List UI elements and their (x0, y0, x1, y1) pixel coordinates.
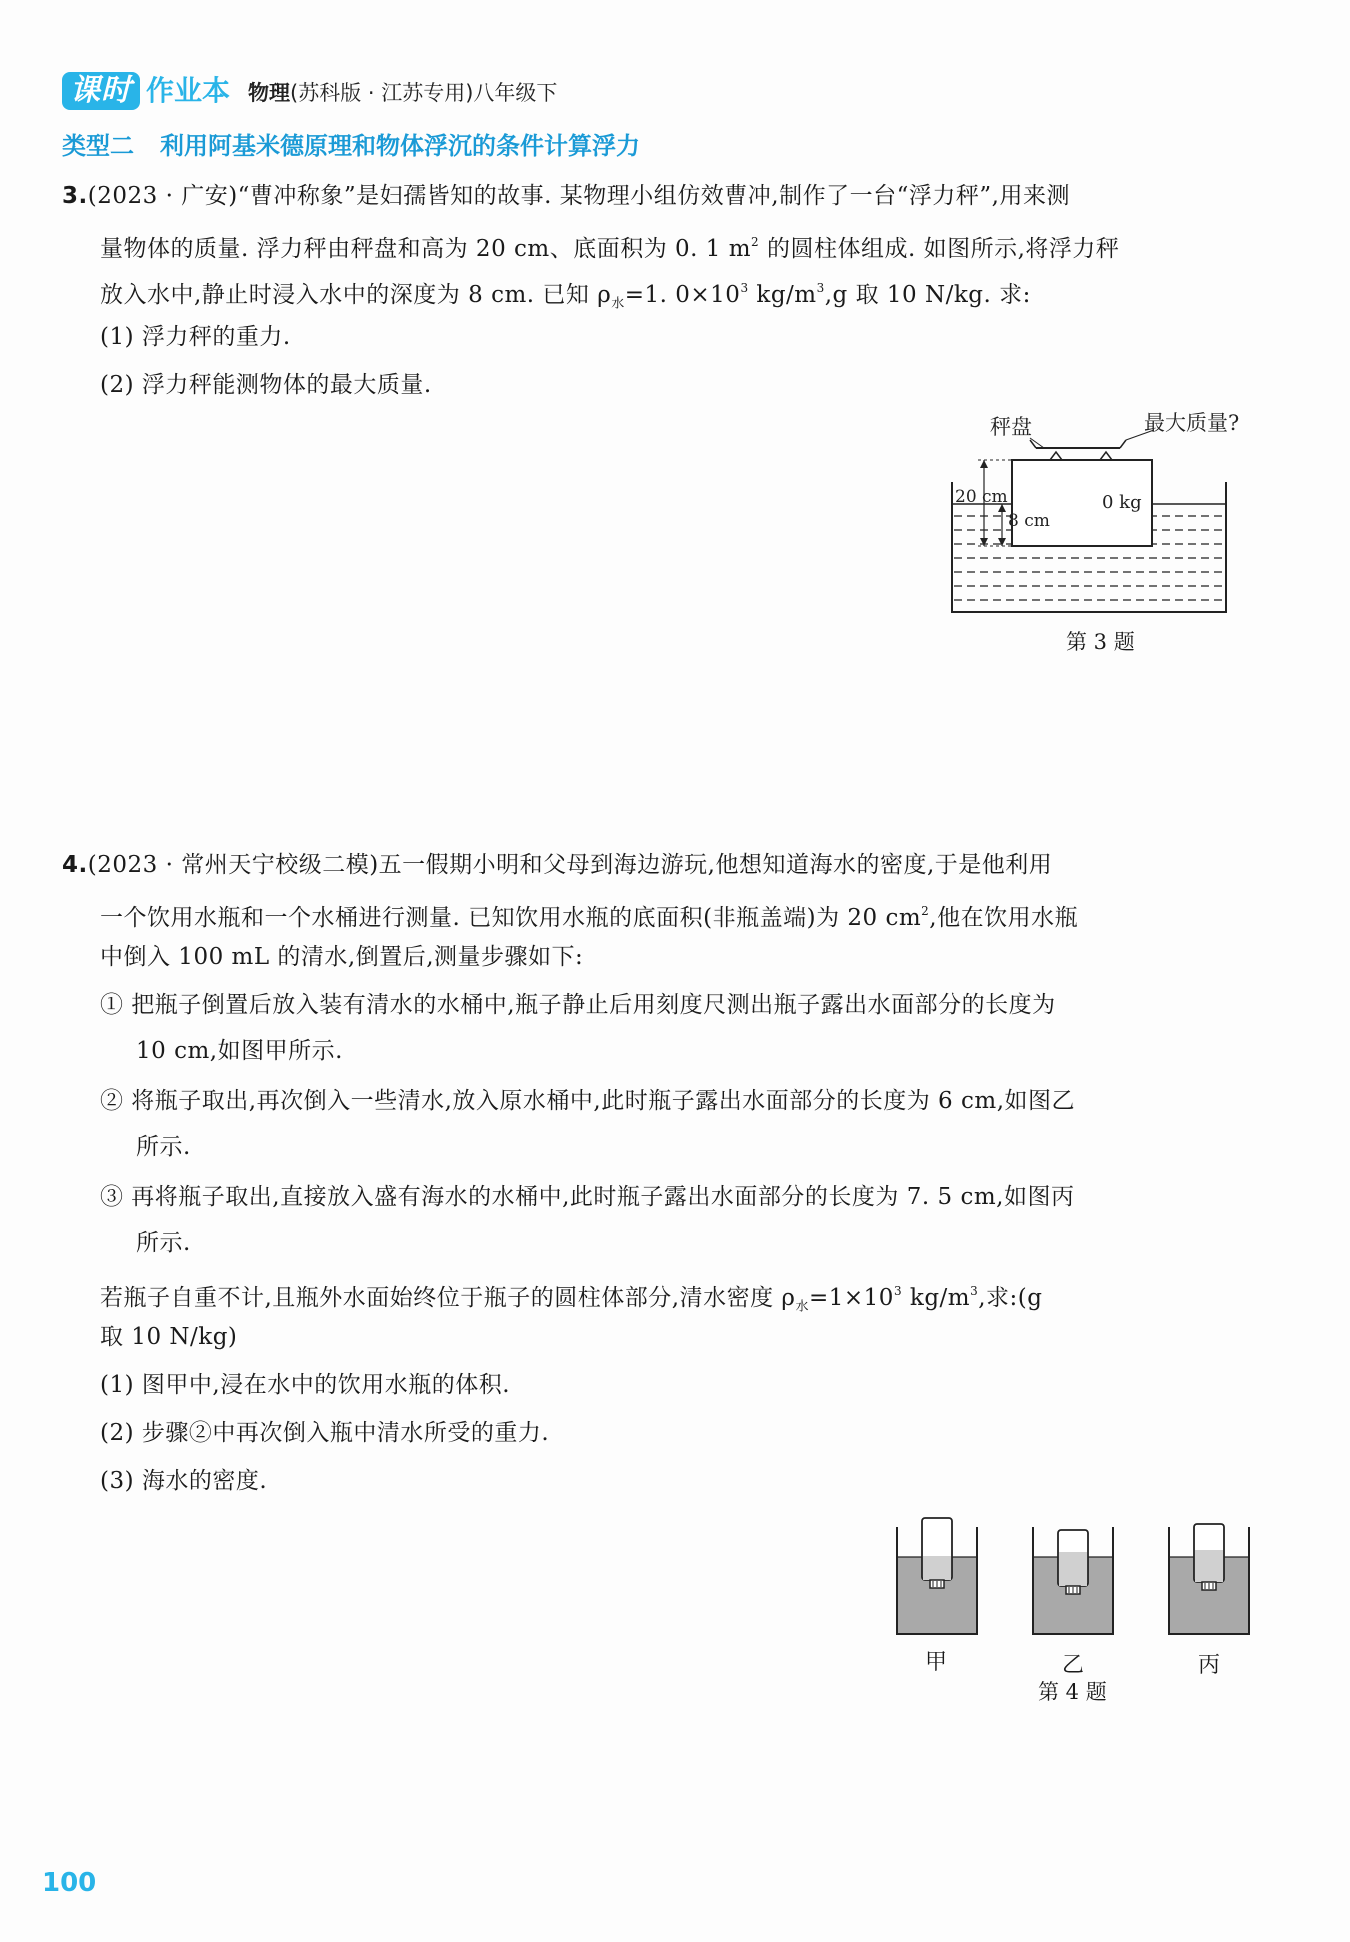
depth-label: 8 cm (1008, 511, 1050, 531)
q4-condition-line2: 取 10 N/kg) (100, 1324, 238, 1350)
q4-cond-c: kg/m (902, 1285, 971, 1311)
pan-label: 秤盘 (990, 415, 1032, 439)
q4-cond-d: ,求:(g (978, 1285, 1043, 1311)
q3-subquestion-2: (2) 浮力秤能测物体的最大质量. (100, 372, 432, 398)
q3-rho-sub: 水 (611, 296, 625, 312)
q4-step2-line1: ② 将瓶子取出,再次倒入一些清水,放入原水桶中,此时瓶子露出水面部分的长度为 6 cm,如图乙 (100, 1088, 1076, 1114)
q3-number: 3. (62, 183, 88, 209)
section-heading: 利用阿基米德原理和物体浮沉的条件计算浮力 (160, 132, 640, 160)
q4-condition-line1 (100, 1268, 1043, 1331)
q3-exp-m: 3 (816, 281, 825, 295)
height-label: 20 cm (955, 487, 1008, 507)
header (62, 70, 557, 110)
q3-subquestion-1: (1) 浮力秤的重力. (100, 324, 291, 350)
figure-label-c: 丙 (1198, 1653, 1221, 1678)
q3-text-3a: 放入水中,静止时浸入水中的深度为 8 cm. 已知 ρ (100, 282, 612, 308)
figure-label-b: 乙 (1062, 1653, 1085, 1678)
book-logo: 课时 (62, 72, 140, 110)
q3-line1 (62, 173, 1070, 219)
q4-figure (890, 1512, 1260, 1642)
q4-subquestion-1: (1) 图甲中,浸在水中的饮用水瓶的体积. (100, 1372, 511, 1398)
q3-text-1: (2023 · 广安)“曹冲称象”是妇孺皆知的故事. 某物理小组仿效曹冲,制作了一台“浮力秤”,用来测 (87, 183, 1070, 209)
q3-text-3b: =1. 0×10 (624, 282, 741, 308)
q3-text-2a: 量物体的质量. 浮力秤由秤盘和高为 20 cm、底面积为 0. 1 m (100, 236, 752, 262)
q4-step1-line2: 10 cm,如图甲所示. (136, 1038, 343, 1064)
q3-exp-ten: 3 (740, 281, 749, 295)
edition-label: (苏科版 · 江苏专用)八年级下 (290, 81, 558, 105)
q4-line1 (62, 842, 1052, 888)
q4-exp-m: 3 (970, 1284, 979, 1298)
q4-subquestion-3: (3) 海水的密度. (100, 1468, 268, 1494)
beaker-a (897, 1518, 977, 1634)
beaker-c (1169, 1524, 1249, 1634)
figure-label-a: 甲 (925, 1650, 948, 1675)
q3-figure (940, 412, 1240, 622)
q4-step3-line1: ③ 再将瓶子取出,直接放入盛有海水的水桶中,此时瓶子露出水面部分的长度为 7. 5 cm,如图丙 (100, 1184, 1075, 1210)
section-type-label: 类型二 (62, 132, 134, 160)
q4-step3-line2: 所示. (136, 1230, 191, 1256)
q4-exp-area: 2 (921, 904, 930, 918)
section-title (62, 126, 640, 161)
q4-rho-sub: 水 (795, 1299, 809, 1315)
zero-mark-label: 0 kg (1102, 492, 1142, 513)
q4-number: 4. (62, 852, 88, 878)
beaker-b (1033, 1527, 1113, 1634)
header-subtitle (248, 76, 557, 110)
q4-line3: 中倒入 100 mL 的清水,倒置后,测量步骤如下: (100, 944, 584, 970)
max-mass-label: 最大质量? (1144, 412, 1240, 435)
q4-text-2a: 一个饮用水瓶和一个水桶进行测量. 已知饮用水瓶的底面积(非瓶盖端)为 20 cm (100, 905, 922, 931)
q3-text-2b: 的圆柱体组成. 如图所示,将浮力秤 (759, 236, 1120, 262)
q4-step1-line1: ① 把瓶子倒置后放入装有清水的水桶中,瓶子静止后用刻度尺测出瓶子露出水面部分的长度为 (100, 992, 1056, 1018)
q4-subquestion-2: (2) 步骤②中再次倒入瓶中清水所受的重力. (100, 1420, 550, 1446)
q3-figure-caption: 第 3 题 (1066, 630, 1135, 654)
q4-step2-line2: 所示. (136, 1134, 191, 1160)
q4-text-2b: ,他在饮用水瓶 (929, 905, 1079, 931)
subject-label: 物理 (248, 81, 291, 105)
q3-exp-area: 2 (751, 235, 760, 249)
q4-text-1: (2023 · 常州天宁校级二模)五一假期小明和父母到海边游玩,他想知道海水的密度,于是他利用 (87, 852, 1053, 878)
book-title: 作业本 (146, 74, 231, 107)
q4-exp-ten: 3 (893, 1284, 903, 1298)
q4-cond-a: 若瓶子自重不计,且瓶外水面始终位于瓶子的圆柱体部分,清水密度 ρ (100, 1285, 796, 1311)
page-number: 100 (42, 1868, 97, 1898)
q4-cond-b: =1×10 (808, 1285, 894, 1311)
q4-figure-caption: 第 4 题 (1038, 1680, 1107, 1704)
q3-text-3d: ,g 取 10 N/kg. 求: (824, 282, 1031, 308)
q3-text-3c: kg/m (748, 282, 817, 308)
